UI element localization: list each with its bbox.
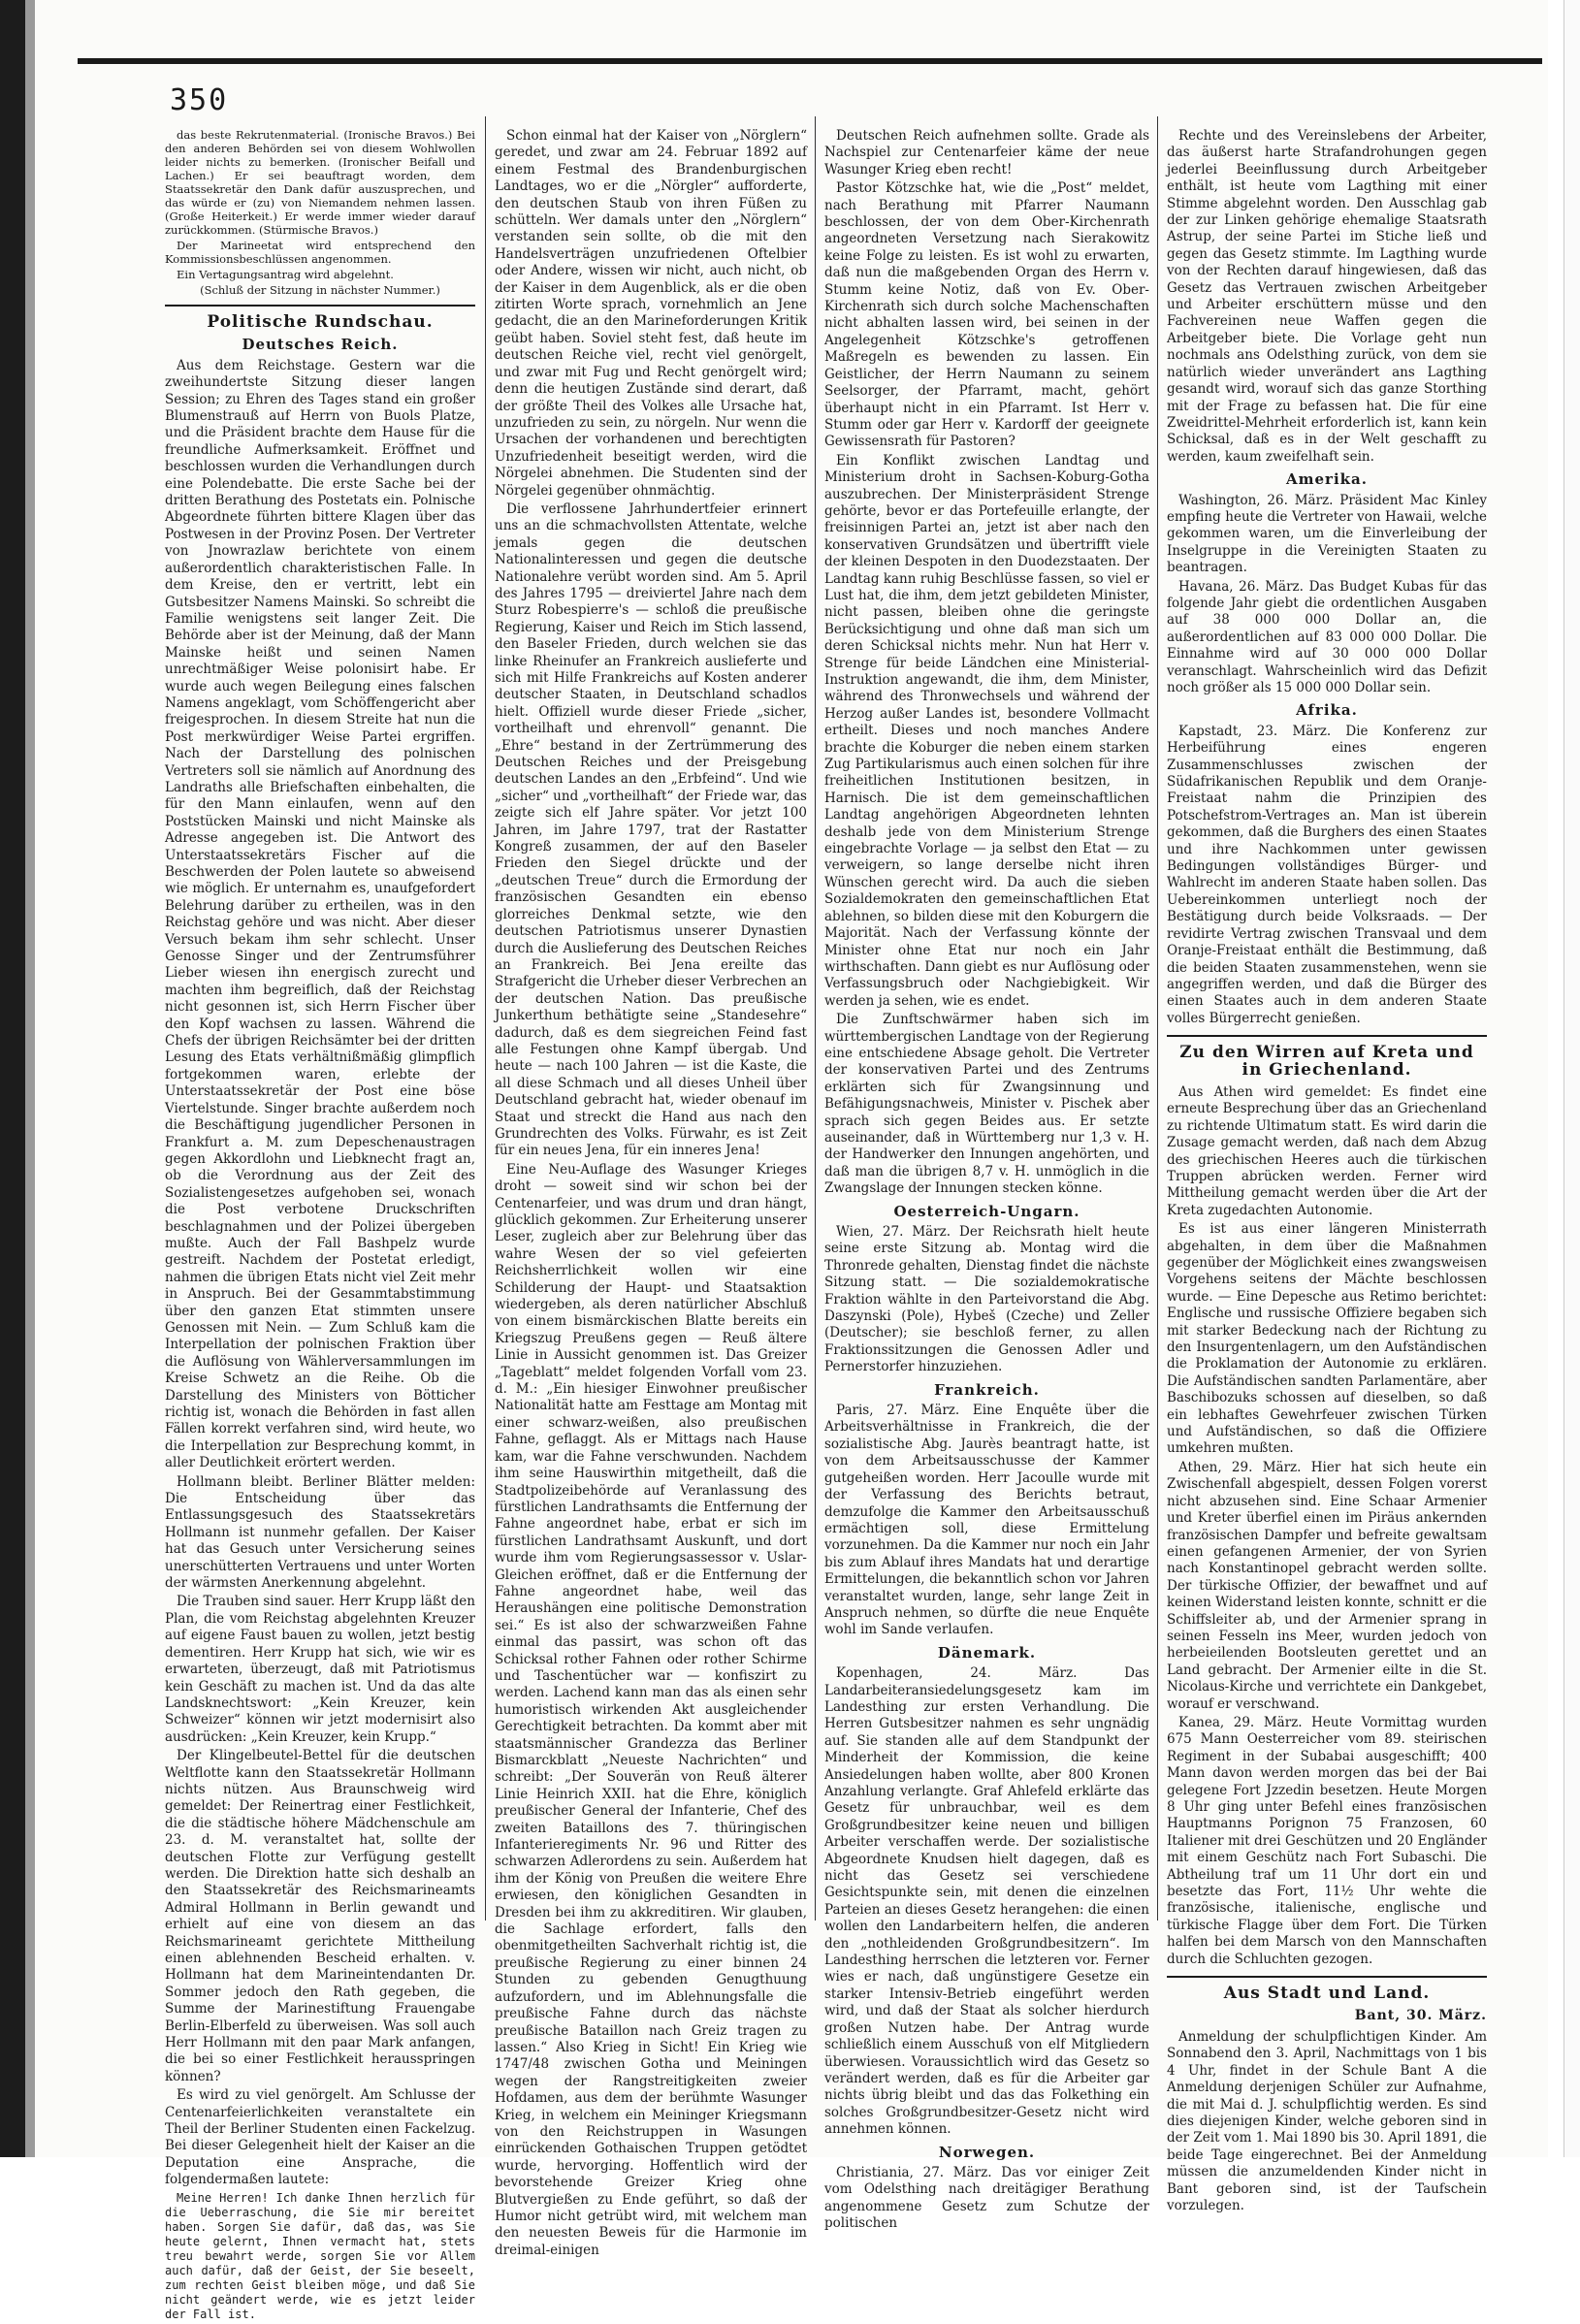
section-heading-crete: Zu den Wirren auf Kreta und in Griechenland. <box>1179 1043 1474 1080</box>
column-rule-3 <box>1157 116 1158 1921</box>
article-paragraph: Die Trauben sind sauer. Herr Krupp läßt den Plan, die vom Reichstag abgelehnten Kreuzer auf eigene Faust bauen zu wollen, jetzt bestig dementiren. Herr Krupp hat sich, wie wir es erwarteten, überzeugt, daß mit Patriotismus kein Geschäft zu machen ist. Und da das alte Landsknechtswort: „Kein Kreuzer, kein Schweizer“ können wir jetzt modernisirt also ausdrücken: „Kein Kreuzer, kein Krupp.“ <box>165 1594 475 1745</box>
article-paragraph: Pastor Kötzschke hat, wie die „Post“ meldet, nach Berathung mit Pfarrer Naumann beschlossen, der von dem Ober-Kirchenrath angeordneten Versetzung nach Sierakowitz keine Folge zu leisten. Es ist wohl zu erwarten, daß nun die maßgebenden Organ des Herrn v. Stumm keine Notiz, daß von Ev. Ober-Kirchenrath sich durch solche Machenschaften nicht abhalten lassen wird, bei seinen in der Angelegenheit Kötzschke's getroffenen Maßregeln es bewenden zu lassen. Ein Geistlicher, der Herrn Naumann zu seinem Seelsorger, der Pfarramt, macht, gehört überhaupt nicht in ein Pfarramt. Ist Herr v. Stumm oder gar Herr v. Kardorff der geeignete Gewissensrath für Pastoren? <box>824 180 1149 450</box>
paragraph: Der Marineetat wird entsprechend den Kommissionsbeschlüssen angenommen. <box>165 239 475 266</box>
article-paragraph: Rechte und des Vereinslebens der Arbeiter, das äußerst harte Strafandrohungen gegen jederlei Beeinflussung durch Arbeitgeber enthält, ist heute vom Lagthing mit einer Stimme abgelehnt worden. Den Ausschlag gab der zur Linken gehörige ehemalige Staatsrath Astrup, der seine Partei im Stiche ließ und gegen das Gesetz stimmte. Im Lagthing wurde von der Rechten darauf hingewiesen, daß das Gesetz das Vertrauen zwischen Arbeitgeber und Arbeiter erschüttern müsse und den Fachvereinen neue Waffen gegen die Arbeitgeber biete. Die Vorlage geht nun nochmals ans Odelsthing zurück, von dem sie natürlich wieder unverändert ans Lagthing gesandt wird, worauf sich das ganze Storthing mit der Frage zu befassen hat. Die für eine Zweidrittel-Mehrheit erforderlich ist, kann kein Schicksal, daß es in der Welt geschafft zu werden, kaum zweifelhaft sein. <box>1167 128 1487 465</box>
article-paragraph: Die verflossene Jahrhundertfeier erinnert uns an die schmachvollsten Attentate, welche jemals gegen die deutschen Nationalinteressen und gegen die deutsche Nationalehre verübt worden sind. Am 5. April des Jahres 1795 — dreiviertel Jahre nach dem Sturz Robespierre's — schloß die preußische Regierung, Kaiser und Reich im Stich lassend, den Baseler Frieden, durch welchen sie das linke Rheinufer an Frankreich auslieferte und sich mit Hilfe Frankreichs auf Kosten anderer deutscher Staaten, in Deutschland schadlos hielt. Offiziell wurde dieser Friede „sicher, vortheilhaft und ehrenvoll“ genannt. Die „Ehre“ bestand in der Zertrümmerung des Deutschen Reiches und der Preisgebung deutschen Landes an den „Erbfeind“. Und wie „sicher“ und „vortheilhaft“ der Friede war, das zeigte sich elf Jahre später. Vor jetzt 100 Jahren, im Jahre 1797, trat der Rastatter Kongreß zusammen, der auf den Baseler Frieden den Siegel drückte und der „deutschen Treue“ durch die Ermordung der französischen Gesandten ein ebenso glorreiches Denkmal setzte, wie den deutschen Patriotismus unserer Dynastien durch die Auslieferung des Deutschen Reiches an Frankreich. Bei Jena ereilte das Strafgericht die Urheber dieser Verbrechen an der deutschen Nation. Das preußische Junkerthum bethätigte seine „Standesehre“ dadurch, daß es dem siegreichen Feind fast alle Festungen ohne Kampf übergab. Und heute — nach 100 Jahren — ist die Kaste, die all diese Schmach und all dieses Unheil über Deutschland gebracht hat, wieder obenauf im Staat und streckt die Hand aus nach den Grundrechten des Volks. Fürwahr, es ist Zeit für ein neues Jena, für ein inneres Jena! <box>495 500 807 1159</box>
section-rule <box>165 305 475 307</box>
section-rule <box>1167 1035 1487 1037</box>
article-paragraph: Anmeldung der schulpflichtigen Kinder. Am Sonnabend den 3. April, Nachmittags von 1 bis 4 Uhr, findet in der Schule Bant A die Anmeldung derjenigen Schüler zur Aufnahme, die mit Mai d. J. schulpflichtig werden. Es sind dies diejenigen Kinder, welche geboren sind in der Zeit vom 1. Mai 1890 bis 30. April 1891, die beide Tage eingerechnet. Bei der Anmeldung müssen die anzumeldenden Kinder nicht in Bant geboren sind, ist der Taufschein vorzulegen. <box>1167 2028 1487 2213</box>
article-paragraph: Aus dem Reichstage. Gestern war die zweihundertste Sitzung dieser langen Session; zu Ehren des Tages stand ein großer Blumenstrauß auf Herrn von Buols Platze, und die Präsident brachte dem Hause für die freundliche Aufmerksamkeit. Eröffnet und beschlossen wurden die Verhandlungen durch eine Polendebatte. Die erste Sache bei der dritten Berathung des Postetats ein. Polnische Abgeordnete führten bittere Klagen über das Postwesen in der Provinz Posen. Der Vertreter von Jnowrazlaw berichtete von einem außerordentlich charakteristischen Falle. In dem Kreise, den er vertritt, lebt ein Gutsbesitzer Namens Mainski. So schreibt die Familie wenigstens seit langer Zeit. Die Behörde aber ist der Meinung, daß der Mann Mainske heißt und seinen Namen unrechtmäßiger Weise polonisirt habe. Er wurde auch wegen Beilegung eines falschen Namens angeklagt, vom Schöffengericht aber freigesprochen. In diesem Streite hat nun die Post merkwürdiger Weise Partei ergriffen. Nach der Darstellung des polnischen Vertreters soll sie nämlich auf Anordnung des Landraths alle Briefschaften einbehalten, die für den Mann einlaufen, wenn auf den Poststücken Mainski und nicht Mainske als Adresse angegeben ist. Die Antwort des Unterstaatssekretärs Fischer auf die Beschwerden der Polen lautete so abweisend wie möglich. Er unternahm es, unaufgefordert Belehrung darüber zu ertheilen, was in den Reichstag gehöre und was nicht. Aber dieser Versuch bekam ihm sehr schlecht. Unser Genosse Singer und der Zentrumsführer Lieber wiesen ihn energisch zurecht und machten ihm begreiflich, daß der Reichstag nicht gesonnen ist, sich Herrn Fischer über den Kopf wachsen zu lassen. Während die Chefs der übrigen Reichsämter bei der dritten Lesung des Etats verhältnißmäßig glimpflich fortgekommen waren, erlebte der Unterstaatssekretär der Post eine böse Viertelstunde. Singer brachte außerdem noch die Beschäftigung jugendlicher Personen in Frankfurt a. M. zum Depeschenaustragen gegen Akkordlohn und Liebknecht fragt an, ob die Verordnung aus der Zeit des Sozialistengesetzes aufgehoben sei, wonach die Post verbotene Druckschriften beschlagnahmen und der Polizei übergeben mußte. Auch der Fall Bashpelz wurde gestreift. Nachdem der Postetat erledigt, nahmen die übrigen Etats nicht viel Zeit mehr in Anspruch. Bei der Gesammtabstimmung über den ganzen Etat stimmten unsere Genossen mit Nein. — Zum Schluß kam die Interpellation der polnischen Fraktion über die Auflösung von Wählerversammlungen im Kreise Schwetz an die Reihe. Ob die Darstellung des Ministers von Bötticher richtig ist, wonach die Behörden in fast allen Fällen korrekt verfahren sind, wird heute, wo die Interpellation zur Besprechung kommt, in aller Deutlichkeit erörtert werden. <box>165 357 475 1471</box>
column-2 <box>495 128 807 2261</box>
intro-block <box>165 128 475 297</box>
article-paragraph: Es wird zu viel genörgelt. Am Schlusse der Centenarfeierlichkeiten veranstaltete ein Theil der Berliner Studenten einen Fackelzug. Bei dieser Gelegenheit hielt der Kaiser an die Deputation eine Ansprache, die folgendermaßen lautete: <box>165 2087 475 2188</box>
country-heading-france: Frankreich. <box>934 1380 1040 1399</box>
column-3 <box>824 128 1149 2235</box>
subsection-heading: Deutsches Reich. <box>242 336 399 354</box>
country-heading-america: Amerika. <box>1286 470 1368 489</box>
article-paragraph: Wien, 27. März. Der Reichsrath hielt heute seine erste Sitzung ab. Montag wird die Thronrede gehalten, Dienstag findet die nächste Sitzung statt. — Die sozialdemokratische Fraktion wählte in den Parteivorstand die Abg. Daszynski (Pole), Hybeš (Czeche) und Zeller (Deutscher); sie beschloß ferner, zu allen Fraktionssitzungen die Genossen Adler und Pernerstorfer hinzuziehen. <box>824 1224 1149 1375</box>
article-paragraph: Christiania, 27. März. Das vor einiger Zeit vom Odelsthing nach dreitägiger Berathung angenommene Gesetz zum Schutze der politischen <box>824 2164 1149 2232</box>
article-paragraph: Hollmann bleibt. Berliner Blätter melden: Die Entscheidung über das Entlassungsgesuch des Staatssekretärs Hollmann ist nunmehr gefallen. Der Kaiser hat das Gesuch unter Versicherung seines unerschütterten Vertrauens und unter Worten der wärmsten Anerkennung abgelehnt. <box>165 1473 475 1592</box>
article-paragraph: Kanea, 29. März. Heute Vormittag wurden 675 Mann Oesterreicher vom 89. steirischen Regiment in der Subabai ausgeschifft; 400 Mann davon werden morgen das bei der Bai gelegene Fort Jzzedin besetzen. Heute Morgen 8 Uhr ging unter Befehl eines französischen Hauptmanns Porignon 75 Franzosen, 60 Italiener mit drei Geschützen und 20 Engländer mit einem Geschütz nach Fort Subaschi. Die Abtheilung traf um 11 Uhr dort ein und besetzte das Fort, 11½ Uhr wehte die französische, italienische, englische und türkische Flagge über dem Fort. Die Türken halfen bei dem Marsch von den Mannschaften durch die Schluchten gezogen. <box>1167 1714 1487 1967</box>
scan-right-margin <box>1564 0 1580 2157</box>
paragraph: das beste Rekrutenmaterial. (Ironische Bravos.) Bei den anderen Behörden sei von diesem Wohlwollen leider nichts zu bemerken. (Ironischer Beifall und Lachen.) Er sei beauftragt worden, dem Staatssekretär den Dank dafür auszusprechen, und das würde er (zu) von Niemandem nehmen lassen. (Große Heiterkeit.) Er werde immer wieder darauf zurückkommen. (Stürmische Bravos.) <box>165 128 475 237</box>
paragraph: Ein Vertagungsantrag wird abgelehnt. <box>177 268 394 281</box>
country-heading-norway: Norwegen. <box>938 2143 1036 2161</box>
article-paragraph: Schon einmal hat der Kaiser von „Nörglern“ geredet, und zwar am 24. Februar 1892 auf einem Festmal des Brandenburgischen Landtages, wo er die „Nörgler“ aufforderte, den deutschen Staub von ihren Füßen zu schütteln. Wer damals unter den „Nörglern“ verstanden sein sollte, ob die mit den Handelsverträgen unzufriedenen Oftelbier oder Andere, wissen wir nicht, auch nicht, ob der Kaiser in dem Augenblick, als er die oben zitirten Worte sprach, vornehmlich an Jene gedacht, die an den Marineforderungen Kritik geübt haben. Soviel steht fest, daß heute im deutschen Reiche viel, recht viel genörgelt, und zwar mit Fug und Recht genörgelt wird; denn die heutigen Zustände sind derart, daß der größte Theil des Volkes alle Ursache hat, unzufrieden zu sein, zu nörgeln. Nur wenn die Ursachen der vorhandenen und berechtigten Unzufriedenheit beseitigt werden, wird die Nörgelei abnehmen. Die Studenten sind der Nörgelei gegenüber ohnmächtig. <box>495 128 807 499</box>
article-paragraph: Athen, 29. März. Hier hat sich heute ein Zwischenfall abgespielt, dessen Folgen vorerst nicht abzusehen sind. Eine Schaar Armenier und Kreter überfiel einen im Piräus ankernden französischen Dampfer und befreite gewaltsam einen gefangenen Armenier, der von Syrien nach Konstantinopel gebracht werden sollte. Der türkische Offizier, der bewaffnet und auf keinen Widerstand leisten konnte, schnitt er die Schiffsleiter ab, und der Armenier sprang in seinen Fesseln ins Meer, wurden jedoch von herbeieilenden Bootsleuten gerettet und an Land gebracht. Der Armenier eilte in die St. Nicolaus-Kirche und verrichtete ein Dankgebet, worauf er verschwand. <box>1167 1459 1487 1712</box>
section-rule <box>1167 1976 1487 1978</box>
article-paragraph: Ein Konflikt zwischen Landtag und Ministerium droht in Sachsen-Koburg-Gotha auszubrechen. Der Ministerpräsident Strenge gehörte, bevor er das Portefeuille erlangte, der freisinnigen Partei an, jetzt ist aber nach den konservativen Grundsätzen und übertrifft viele der kleinen Despoten in den Duodezstaaten. Der Landtag kann ruhig Beschlüsse fassen, so viel er Lust hat, die ihm, dem jetzt gebildeten Minister, nicht passen, bleiben ohne die geringste Berücksichtigung und ohne daß man sich um deren Schicksal nichts mehr. Nun hat Herr v. Strenge für beide Ländchen eine Ministerial-Instruktion angewandt, die ihm, dem Minister, während des Thronwechsels und während der Herzog außer Landes ist, besondere Vollmacht ertheilt. Dieses und noch manches Andere brachte die Koburger die neben einem starken Zug Partikularismus auch einen solchen für ihre freiheitlichen Institutionen besitzen, in Harnisch. Die ist dem gemeinschaftlichen Landtag angehörigen Abgeordneten lehnten deshalb jede von dem Ministerium Strenge eingebrachte Vorlage — ja selbst den Etat — zu verweigern, so lange derselbe nicht ihren Wünschen gerecht wird. Da auch die sieben Sozialdemokraten den gemeinschaftlichen Etat ablehnen, so bilden diese mit den Koburgern die Majorität. Nach der Verfassung könnte der Minister ohne Etat nur noch ein Jahr wirthschaften. Dann giebt es nur Auflösung oder Verfassungsbruch oder Nachgiebigkeit. Wir werden ja sehen, wie es endet. <box>824 452 1149 1009</box>
scan-binding-shadow <box>25 0 35 2157</box>
article-paragraph: Kopenhagen, 24. März. Das Landarbeiteransiedelungsgesetz kam im Landesthing zur ersten Verhandlung. Die Herren Gutsbesitzer nahmen es sehr ungnädig auf. Sie standen alle auf dem Standpunkt der Minderheit der Kommission, die keine Ansiedelungen haben wollte, aber 800 Kronen Anzahlung verlangte. Graf Ahlefeld erklärte das Gesetz für unbrauchbar, weil es dem Großgrundbesitzer keine neuen und billigen Arbeiter verschaffen werde. Der sozialistische Abgeordnete Knudsen hielt dagegen, daß es nicht das Gesetz sei verschiedene Gesichtspunkte sein, mit denen die einzelnen Parteien an dieses Gesetz herangehen: die einen wollen den Landarbeitern helfen, die anderen den „nothleidenden Großgrundbesitzern“. Im Landesthing herrschen die letzteren vor. Ferner wies er nach, daß ungünstigere Gesetze ein starker Intensiv-Betrieb eingeführt werden wird, und daß der Staat als solcher hierdurch großen Nutzen habe. Der Antrag wurde schließlich einem Ausschuß von elf Mitgliedern überwiesen. Voraussichtlich wird das Gesetz so verändert werden, daß es für die Arbeiter gar nichts übrig bleibt und das das Folkething ein solches Großgrundbesitzer-Gesetz nicht wird annehmen können. <box>824 1665 1149 2138</box>
article-paragraph: Aus Athen wird gemeldet: Es findet eine erneute Besprechung über das an Griechenland zu richtende Ultimatum statt. Es wird darin die Zusage gemacht werden, daß nach dem Abzug des griechischen Heeres auch die türkischen Truppen abrücken werden. Ferner wird Mittheilung gemacht werden über die Art der Kreta zugedachten Autonomie. <box>1167 1083 1487 1218</box>
section-heading: Politische Rundschau. <box>207 312 434 332</box>
article-paragraph: Kapstadt, 23. März. Die Konferenz zur Herbeiführung eines engeren Zusammenschlusses zwischen der Südafrikanischen Republik und dem Oranje-Freistaat nahm die Prinzipien des Potschefstrom-Vertrages an. Man ist überein gekommen, daß die Burghers des einen Staates und ihre Nachkommen unter gewissen Bedingungen vollständiges Bürger- und Wahlrecht im anderen Staate haben sollen. Das Uebereinkommen unterliegt noch der Bestätigung durch beide Volksraads. — Der revidirte Vertrag zwischen Transvaal und dem Oranje-Freistaat enthält die Bestimmung, daß die beiden Staaten zusammenstehen, wenn sie angegriffen werden, und daß die Bürger des einen Staates auch in dem anderen Staate volles Bürgerrecht genießen. <box>1167 723 1487 1026</box>
scan-binding-edge <box>0 0 25 2157</box>
page-number: 350 <box>170 83 229 117</box>
column-rule-1 <box>485 116 486 1921</box>
column-rule-2 <box>815 116 816 1921</box>
quoted-speech: Meine Herren! Ich danke Ihnen herzlich für die Ueberraschung, die Sie mir bereitet haben. Sorgen Sie dafür, daß das, was Sie heute gelernt, Ihnen vermacht hat, stets treu bewahrt werde, sorgen Sie vor Allem auch dafür, daß der Geist, der Sie beseelt, zum rechten Geist bleiben möge, und daß Sie nicht geändert werde, wie es jetzt leider der Fall ist. <box>165 2190 475 2321</box>
article-paragraph: Washington, 26. März. Präsident Mac Kinley empfing heute die Vertreter von Hawaii, welche gekommen waren, um die Einverleibung der Inselgruppe in die Vereinigten Staaten zu beantragen. <box>1167 492 1487 576</box>
article-paragraph: Es ist aus einer längeren Ministerrath abgehalten, in dem über die Maßnahmen gegenüber der Möglichkeit eines zwangsweisen Vorgehens seitens der Mächte beschlossen wurde. — Eine Depesche aus Retimo berichtet: Englische und russische Offiziere begaben sich mit starker Bedeckung nach der Richtung zu den Insurgentenlagern, um den Aufständischen die Proklamation der Autonomie zu erklären. Die Aufständischen sandten Parlamentäre, aber Baschibozuks schossen auf dieselben, so daß ein lebhaftes Gewehrfeuer zwischen Türken und Aufständischen, so daß die Offiziere umkehren mußten. <box>1167 1221 1487 1457</box>
article-paragraph: Die Zunftschwärmer haben sich im württembergischen Landtage von der Regierung eine entschiedene Absage geholt. Die Vertreter der konservativen Partei und des Zentrums erklärten sich für Zwangsinnung und Befähigungsnachweis, Minister v. Pischek aber sprach sich gegen Beides aus. Er setzte auseinander, daß in Württemberg nur 1,3 v. H. der Handwerker den Innungen angehörten, und daß man die übrigen 8,7 v. H. unmöglich in die Zwangslage der Innungen stecken könne. <box>824 1012 1149 1197</box>
country-heading-denmark: Dänemark. <box>937 1643 1037 1662</box>
article-paragraph: Eine Neu-Auflage des Wasunger Krieges droht — soweit sind wir schon bei der Centenarfeier, und was drum und dran hängt, glücklich gekommen. Zur Erheiterung unserer Leser, zugleich aber zur Belehrung über das wahre Wesen der so viel gefeierten Reichsherrlichkeit wollen wir eine Schilderung der Haupt- und Staatsaktion wiedergeben, als deren natürlicher Abschluß von einem bismärckischen Blatte bereits ein Kriegszug Preußens gegen — Reuß ältere Linie in Aussicht genommen ist. Das Greizer „Tageblatt“ meldet folgenden Vorfall vom 23. d. M.: „Ein hiesiger Einwohner preußischer Nationalität hatte am Festtage am Montag mit einer schwarz-weißen, also preußischen Fahne, geflaggt. Als er Mittags nach Hause kam, war die Fahne verschwunden. Nachdem ihm seine Hauswirthin mitgetheilt, daß die Stadtpolizeibehörde auf Veranlassung des fürstlichen Landrathsamts die Entfernung der Fahne angeordnet habe, erbat er sich im fürstlichen Landrathsamt Auskunft, und dort wurde ihm vom Regierungsassessor v. Uslar-Gleichen eröffnet, daß er die Entfernung der Fahne angeordnet habe, weil das Heraushängen eine politische Demonstration sei.“ Es ist also der schwarzweißen Fahne einmal das passirt, was schon oft das Schicksal rother Fahnen oder rother Schirme und Taschentücher war — konfiszirt zu werden. Lachend kann man das als einen sehr humoristisch wirkenden Akt ausgleichender Gerechtigkeit betrachten. Da kommt aber mit staatsmännischer Grandezza das Berliner Bismarckblatt „Neueste Nachrichten“ und schreibt: „Der Souverän von Reuß älterer Linie Heinrich XXII. hat die Ehre, königlich preußischer General der Infanterie, Chef des zweiten Bataillons des 7. thüringischen Infanterieregiments Nr. 96 und Ritter des schwarzen Adlerordens zu sein. Außerdem hat ihm der König von Preußen die weitere Ehre erwiesen, den königlichen Gesandten in Dresden bei ihm zu akkreditiren. Wir glauben, die Sachlage erfordert, falls den obenmitgetheilten Sachverhalt richtig ist, die preußische Regierung zu einer binnen 24 Stunden zu gebenden Genugthuung aufzufordern, und im Ablehnungsfalle die preußische Fahne durch das nächste preußische Bataillon nach Greiz tragen zu lassen.“ Also Krieg in Sicht! Ein Krieg wie 1747/48 zwischen Gotha und Meiningen wegen der Rangstreitigkeiten zweier Hofdamen, aus dem der berühmte Wasunger Krieg, in welchem ein Meininger Kriegsmann von den Reichstruppen in Wasungen einrückenden Gothaischen Truppen getödtet wurde, hervorging. Hoffentlich wird der bevorstehende Greizer Krieg ohne Blutvergießen zu Ende geführt, so daß der Humor nicht getrübt wird, mit welchem man den neuesten Beweis für die Harmonie im dreimal-einigen <box>495 1161 807 2258</box>
article-paragraph: Der Klingelbeutel-Bettel für die deutschen Weltflotte kann den Staatssekretär Hollmann nichts nützen. Aus Braunschweig wird gemeldet: Der Reinertrag einer Festlichkeit, die die städtische höhere Mädchenschule am 23. d. M. veranstaltet hat, sollte der deutschen Flotte zur Verfügung gestellt werden. Die Direktion hatte sich deshalb an den Staatssekretär des Reichsmarineamts Admiral Hollmann in Berlin gewandt und erhielt auf eine von diesem an das Reichsmarineamt gerichtete Mittheilung einen ablehnenden Bescheid erhalten. v. Hollmann hat dem Marineintendanten Dr. Sommer jedoch den Rath gegeben, die Summe der Marinestiftung Frauengabe Berlin-Elberfeld zu überweisen. Was soll auch Herr Hollmann mit den paar Mark anfangen, die bei so einer Festlichkeit herausspringen können? <box>165 1748 475 2084</box>
continuation-note: (Schluß der Sitzung in nächster Nummer.) <box>200 283 440 297</box>
article-paragraph: Havana, 26. März. Das Budget Kubas für das folgende Jahr giebt die ordentlichen Ausgaben auf 38 000 000 Dollar an, die außerordentlichen auf 83 000 000 Dollar. Die Einnahme wird auf 30 000 000 Dollar veranschlagt. Wahrscheinlich wird das Defizit noch größer als 15 000 000 Dollar sein. <box>1167 578 1487 695</box>
top-rule <box>78 58 1542 64</box>
article-paragraph: Paris, 27. März. Eine Enquête über die Arbeitsverhältnisse in Frankreich, die der sozialistische Abg. Jaurès beantragt hatte, ist von dem Arbeitsausschusse der Kammer gutgeheißen worden. Herr Jacoulle wurde mit der Verfassung des Berichts betraut, demzufolge die Kammer den Arbeitsausschuß ermächtigen soll, diese Ermittelung vorzunehmen. Da die Kammer nur noch ein Jahr bis zum Ablauf ihres Mandats hat und derartige Ermittelungen, die bekanntlich schon vor Jahren veranstaltet wurden, lange, sehr lange Zeit in Anspruch nehmen, so dürfte die neue Enquête wohl im Sande verlaufen. <box>824 1403 1149 1638</box>
column-1 <box>165 128 475 2324</box>
country-heading-africa: Afrika. <box>1296 701 1358 720</box>
country-heading-austria: Oesterreich-Ungarn. <box>893 1202 1080 1220</box>
section-heading-local: Aus Stadt und Land. <box>1223 1984 1431 2004</box>
dateline: Bant, 30. März. <box>1354 2008 1487 2024</box>
article-paragraph: Deutschen Reich aufnehmen sollte. Grade als Nachspiel zur Centenarfeier käme der neue Wasunger Krieg eben recht! <box>824 128 1149 178</box>
column-4 <box>1167 128 1487 2216</box>
